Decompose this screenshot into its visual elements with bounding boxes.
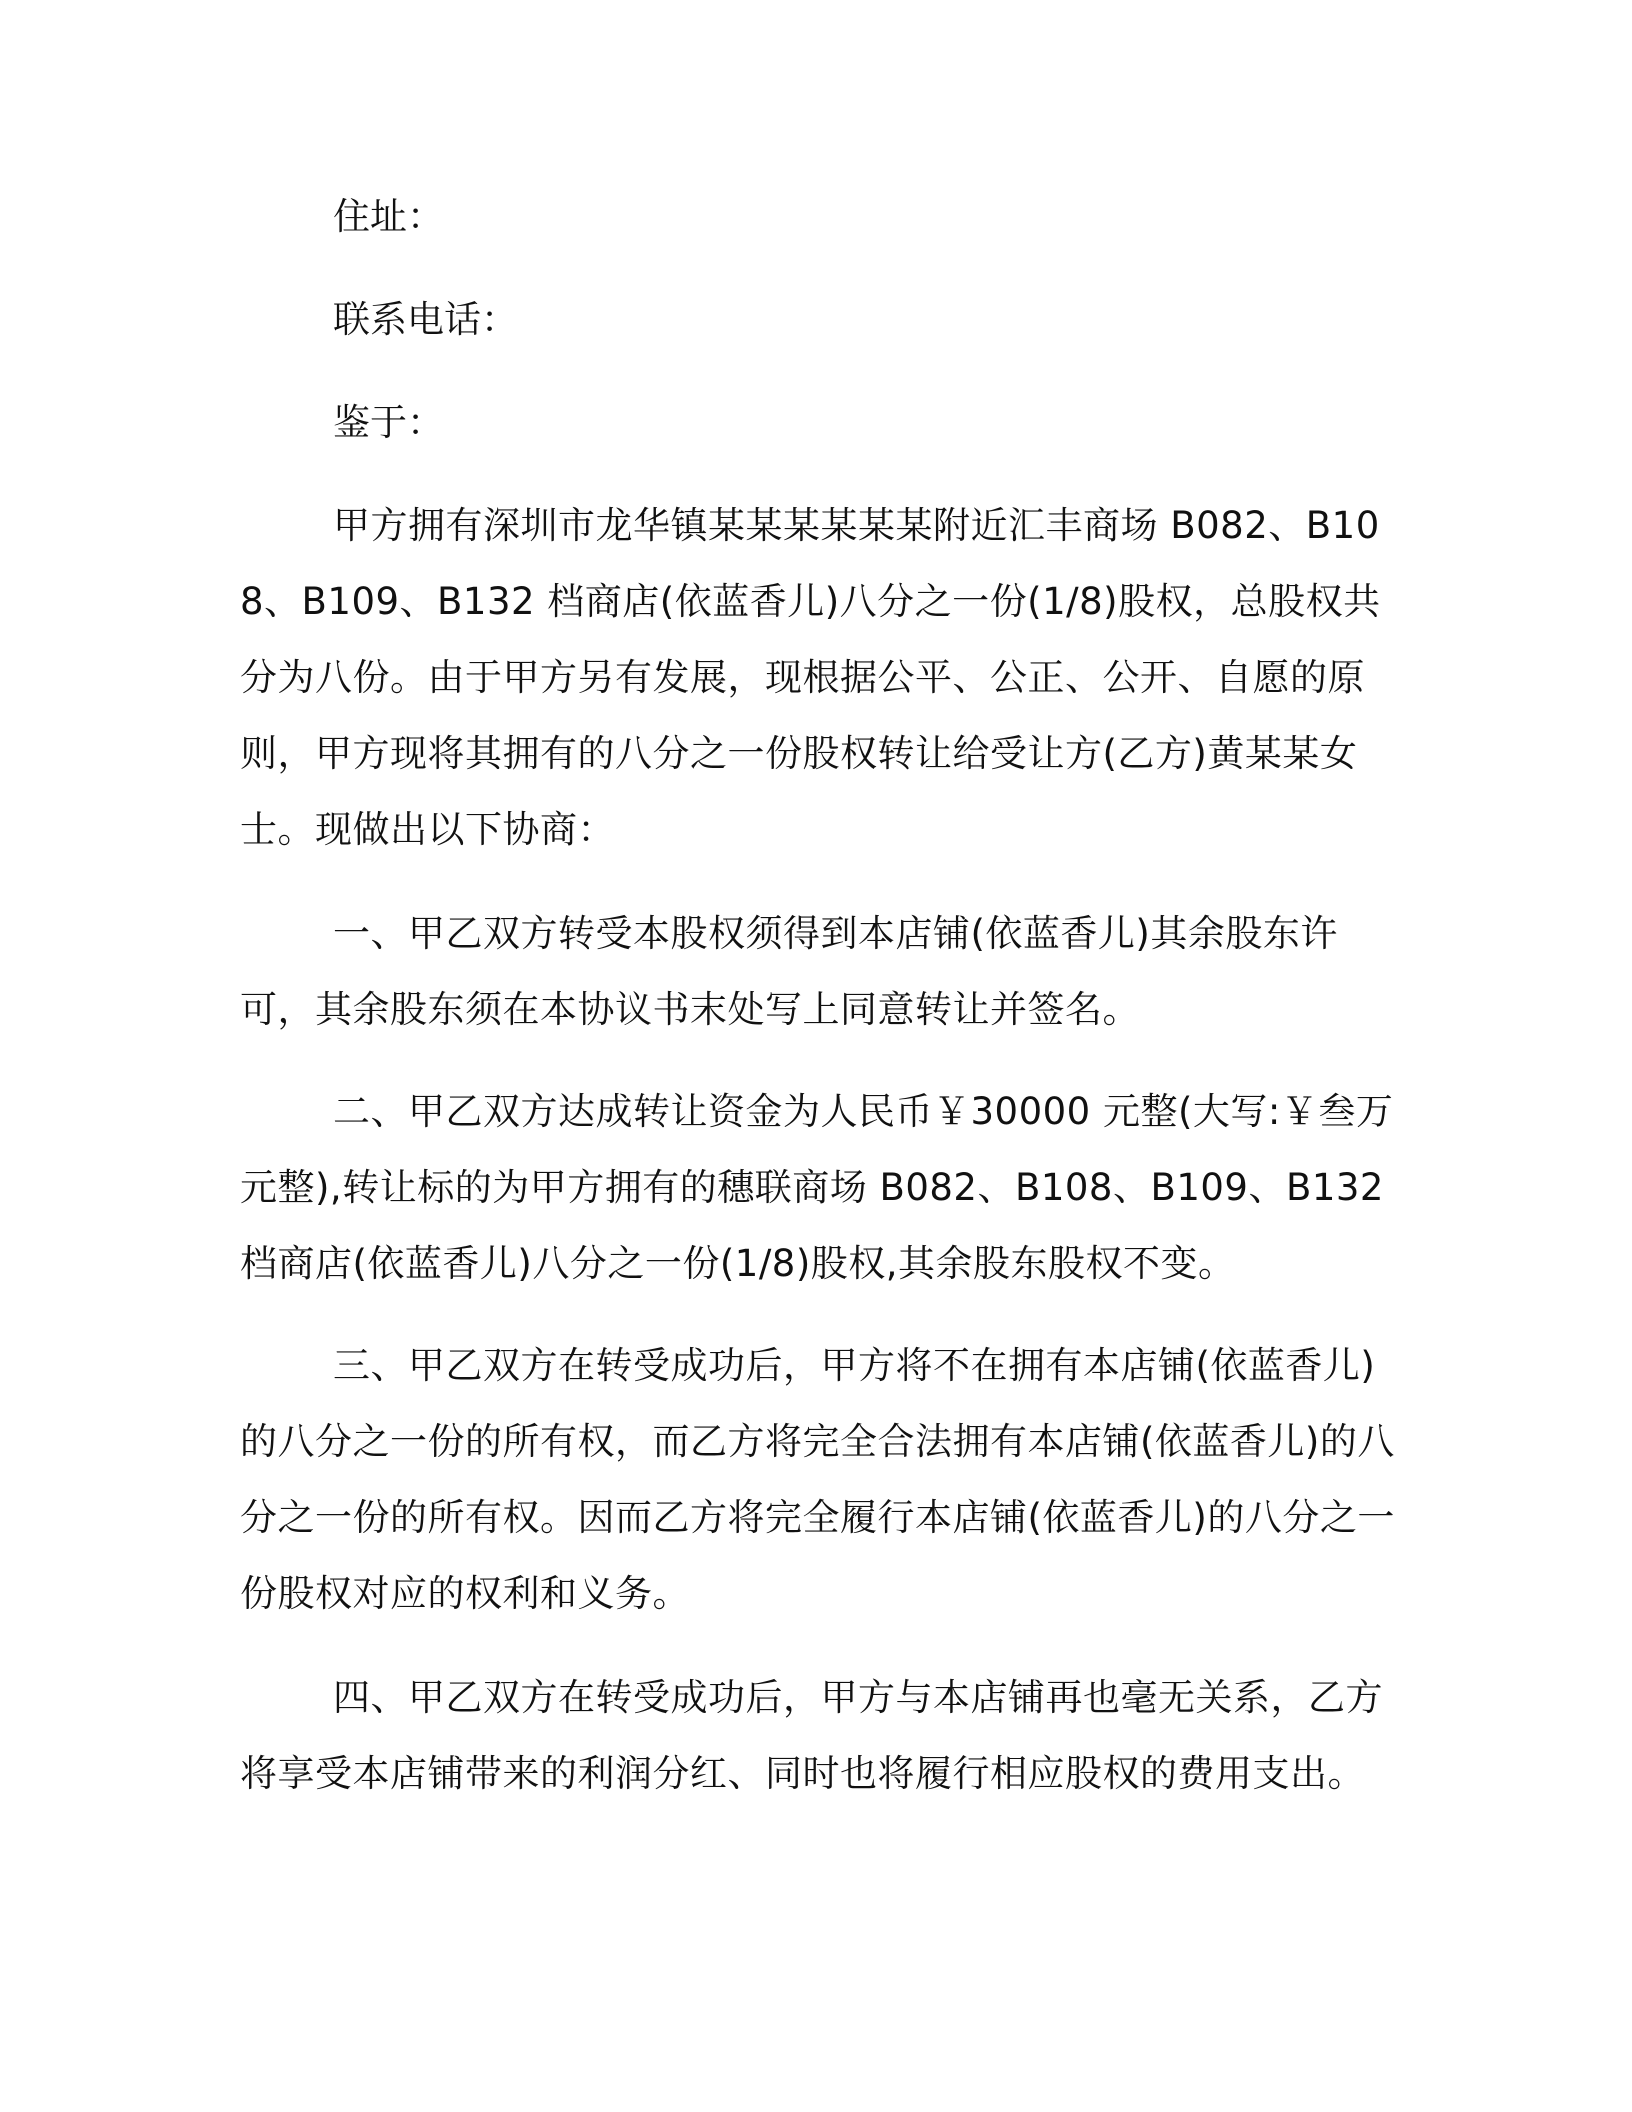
clause-3-paragraph: 三、甲乙双方在转受成功后，甲方将不在拥有本店铺(依蓝香儿)的八分之一份的所有权，而乙方将完全合法拥有本店铺(依蓝香儿)的八分之一份的所有权。因而乙方将完全履行本店铺(依蓝香儿)的八分之一份股权对应的权利和义务。: [240, 1344, 1395, 1615]
clause-4-paragraph: 四、甲乙双方在转受成功后，甲方与本店铺再也毫无关系，乙方将享受本店铺带来的利润分红、同时也将履行相应股权的费用支出。: [240, 1676, 1383, 1795]
whereas-label: 鉴于：: [333, 401, 444, 444]
clause-2-paragraph: 二、甲乙双方达成转让资金为人民币￥30000 元整(大写:￥叁万元整),转让标的为甲方拥有的穗联商场 B082、B108、B109、B132 档商店(依蓝香儿)八分之一份(1/8)股权,其余股东股权不变。: [240, 1090, 1394, 1285]
intro-paragraph: 甲方拥有深圳市龙华镇某某某某某某附近汇丰商场 B082、B108、B109、B132 档商店(依蓝香儿)八分之一份(1/8)股权，总股权共分为八份。由于甲方另有发展，现根据公平、公正、公开、自愿的原则，甲方现将其拥有的八分之一份股权转让给受让方(乙方)黄某某女士。现做出以下协商：: [240, 504, 1381, 851]
clause-1-paragraph: 一、甲乙双方转受本股权须得到本店铺(依蓝香儿)其余股东许可，其余股东须在本协议书末处写上同意转让并签名。: [240, 912, 1338, 1031]
address-label: 住址：: [333, 195, 444, 238]
phone-label: 联系电话：: [333, 298, 518, 341]
